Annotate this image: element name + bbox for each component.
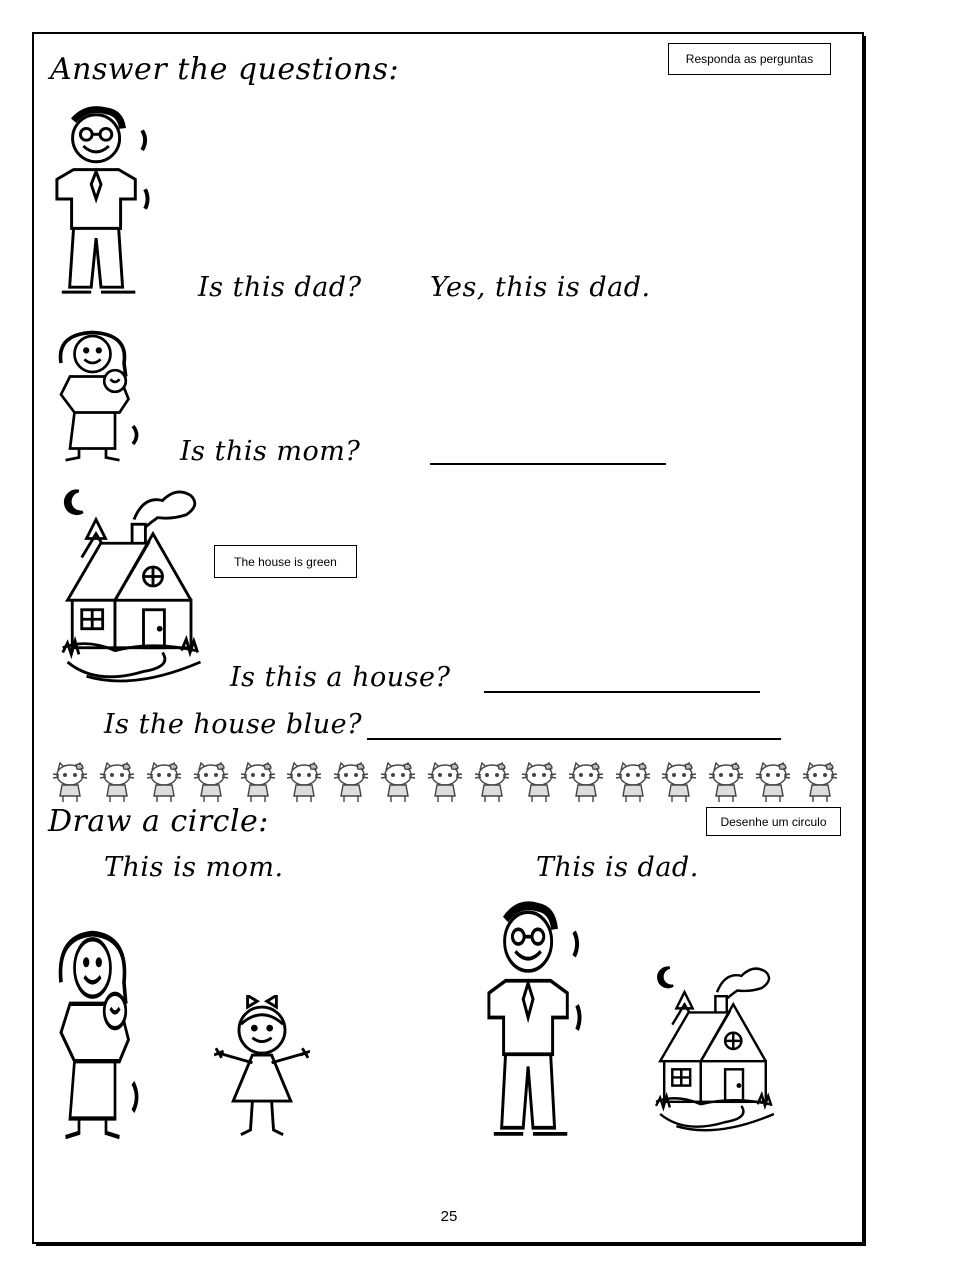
kitty-icon bbox=[519, 760, 559, 804]
kitty-icon bbox=[659, 760, 699, 804]
kitty-icon bbox=[613, 760, 653, 804]
mom-with-baby-icon bbox=[52, 322, 142, 467]
question-is-this-a-house: Is this a house? bbox=[230, 662, 451, 693]
kitty-icon bbox=[50, 760, 90, 804]
mom-with-baby-icon[interactable] bbox=[52, 925, 142, 1140]
kitty-icon bbox=[378, 760, 418, 804]
note-box-answer: Responda as perguntas bbox=[668, 43, 831, 75]
page-number: 25 bbox=[440, 1208, 458, 1225]
kitty-icon bbox=[331, 760, 371, 804]
kitty-icon bbox=[472, 760, 512, 804]
answer-blank-house[interactable] bbox=[484, 691, 760, 693]
answer-yes-this-is-dad: Yes, this is dad. bbox=[430, 272, 651, 303]
section-title-draw: Draw a circle: bbox=[48, 804, 269, 839]
answer-blank-house-blue[interactable] bbox=[367, 738, 781, 740]
kitty-border-strip bbox=[50, 760, 840, 804]
note-box-draw: Desenhe um circulo bbox=[706, 807, 841, 836]
question-is-this-dad: Is this dad? bbox=[198, 272, 362, 303]
kitty-icon bbox=[566, 760, 606, 804]
dad-figure-icon[interactable] bbox=[484, 895, 582, 1140]
question-is-the-house-blue: Is the house blue? bbox=[104, 709, 363, 740]
house-icon[interactable] bbox=[652, 958, 782, 1140]
kitty-icon bbox=[97, 760, 137, 804]
dad-figure-icon bbox=[52, 98, 150, 300]
kitty-icon bbox=[284, 760, 324, 804]
house-icon bbox=[58, 480, 210, 692]
kitty-icon bbox=[191, 760, 231, 804]
question-is-this-mom: Is this mom? bbox=[180, 436, 361, 467]
caption-this-is-mom: This is mom. bbox=[104, 852, 284, 883]
section-title-answer: Answer the questions: bbox=[50, 52, 400, 87]
kitty-icon bbox=[238, 760, 278, 804]
kitty-icon bbox=[753, 760, 793, 804]
kitty-icon bbox=[425, 760, 465, 804]
girl-figure-icon[interactable] bbox=[214, 995, 310, 1140]
kitty-icon bbox=[800, 760, 840, 804]
kitty-icon bbox=[706, 760, 746, 804]
kitty-icon bbox=[144, 760, 184, 804]
answer-blank-mom[interactable] bbox=[430, 463, 666, 465]
note-box-house: The house is green bbox=[214, 545, 357, 578]
caption-this-is-dad: This is dad. bbox=[536, 852, 699, 883]
